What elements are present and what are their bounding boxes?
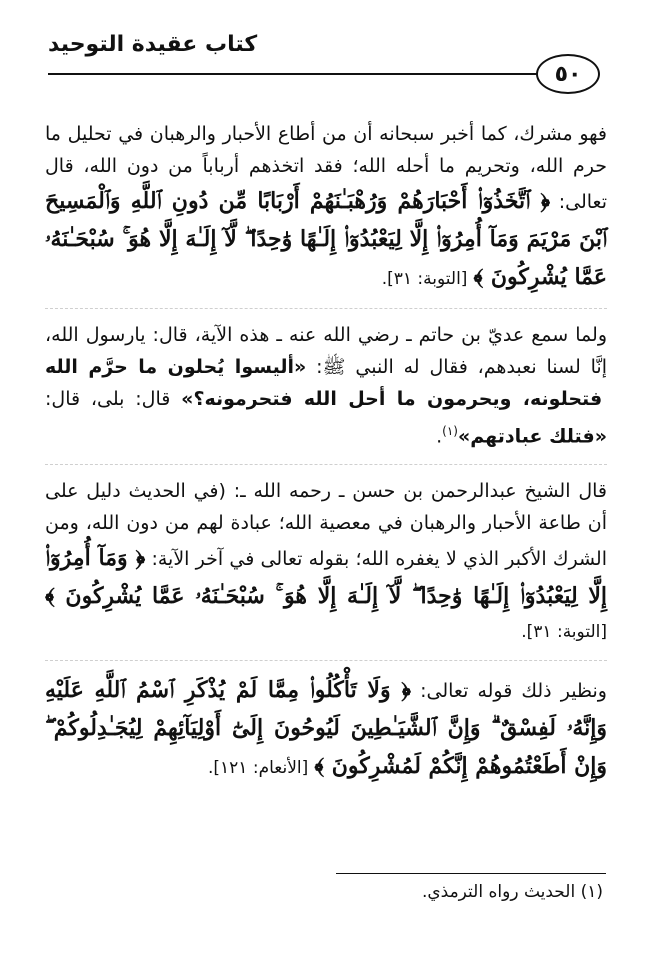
verse-reference: [الأنعام: ١٢١]. <box>207 758 309 779</box>
verse-reference: [التوبة: ٣١]. <box>381 269 468 289</box>
paragraph-text: فهو مشرك، كما أخبر سبحانه أن من أطاع الأحبار والرهبان في تحليل ما حرم الله، وتحريم ما أحله الله؛ فقد اتخذهم أرباباً من دون الله، قال تعالى: <box>45 123 608 213</box>
verse-reference: [التوبة: ٣١]. <box>521 622 607 643</box>
footnote-marker: (١) <box>442 424 458 438</box>
paragraph-text: ونظير ذلك قوله تعالى: <box>411 680 607 703</box>
paragraph-3 <box>45 464 607 648</box>
paragraph-text: قال: بلى، قال: <box>45 388 171 410</box>
quran-verse: ﴿ وَلَا تَأْكُلُوا۟ مِمَّا لَمْ يُذْكَرِ ٱسْمُ ٱللَّهِ عَلَيْهِ وَإِنَّهُۥ لَفِسْقٌ ۗ وَإِنَّ ٱلشَّيَـٰطِينَ لَيُوحُونَ إِلَىٰٓ أَوْلِيَآئِهِمْ لِيُجَـٰدِلُوكُمْ ۖ وَإِنْ أَطَعْتُمُوهُمْ إِنَّكُمْ لَمُشْرِكُونَ ﴾ <box>45 677 607 780</box>
quran-verse: ﴿ وَمَآ أُمِرُوٓا۟ إِلَّا لِيَعْبُدُوٓا۟ إِلَـٰهًا وَٰحِدًا ۖ لَّآ إِلَـٰهَ إِلَّا هُوَ ۚ سُبْحَـٰنَهُۥ عَمَّا يُشْرِكُونَ ﴾ <box>45 545 607 610</box>
footnote-rule <box>336 873 606 874</box>
page-number: ٥٠ <box>536 54 600 94</box>
hadith-quote: «أليسوا يُحلون ما حرَّم الله فتحلونه، ويحرمون ما أحل الله فتحرمونه؟» <box>45 356 603 410</box>
page-header <box>48 30 600 87</box>
paragraph-text: . <box>436 425 443 448</box>
paragraph-1 <box>45 118 607 296</box>
book-title: كتاب عقيدة التوحيد <box>48 32 258 57</box>
hadith-quote: «فتلك عبادتهم» <box>457 425 607 448</box>
header-rule <box>48 73 542 75</box>
paragraph-2 <box>45 308 607 452</box>
footnote: (١) الحديث رواه الترمذي. <box>421 882 603 902</box>
paragraph-text: قال الشيخ عبدالرحمن بن حسن ـ رحمه الله ـ: (في الحديث دليل على أن طاعة الأحبار والرهبان في معصية الله؛ عبادة لهم من دون الله، ومن الشرك الأكبر الذي لا يغفره الله؛ بقوله تعالى في آخر الآية: <box>45 480 607 571</box>
page-body <box>45 118 607 785</box>
quran-verse: ﴿ ٱتَّخَذُوٓا۟ أَحْبَارَهُمْ وَرُهْبَـٰنَهُمْ أَرْبَابًا مِّن دُونِ ٱللَّهِ وَٱلْمَسِيحَ ٱبْنَ مَرْيَمَ وَمَآ أُمِرُوٓا۟ إِلَّا لِيَعْبُدُوٓا۟ إِلَـٰهًا وَٰحِدًا ۖ لَّآ إِلَـٰهَ إِلَّا هُوَ ۚ سُبْحَـٰنَهُۥ عَمَّا يُشْرِكُونَ ﴾ <box>45 188 607 290</box>
paragraph-4 <box>45 660 607 785</box>
paragraph-text: ولما سمع عديّ بن حاتم ـ رضي الله عنه ـ هذه الآية، قال: يارسول الله، إنَّا لسنا نعبدهم، فقال له النبي ﷺ: <box>45 324 607 378</box>
